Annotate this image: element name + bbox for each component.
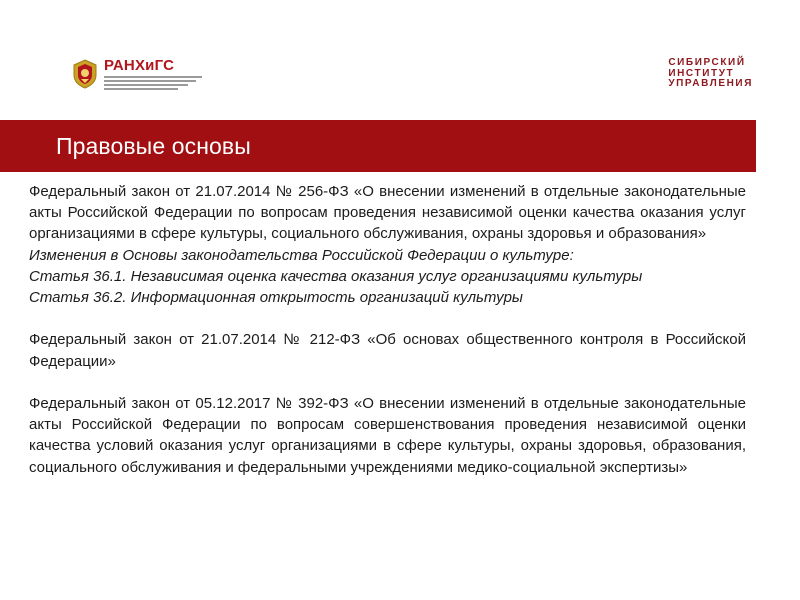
siberian-institute-logo-line: УПРАВЛЕНИЯ [668,78,753,89]
article-36-1: Статья 36.1. Независимая оценка качества оказания услуг организациями культуры [29,267,643,285]
slide-title: Правовые основы [56,132,251,159]
law-392-paragraph: Федеральный закон от 05.12.2017 № 392-ФЗ «О внесении изменений в отдельные законодательные акты Российской Федерации по вопросам совершенствования проведения независимой оценки качества условий оказания услуг организациями в сфере культуры, охраны здоровья, образования, социального обслуживания и федеральными учреждениями медико-социальной экспертизы» [29,395,746,476]
siberian-institute-logo [668,58,753,90]
title-band [0,120,756,172]
paragraph-gap [29,308,746,329]
ranepa-logo [72,56,202,92]
article-36-2: Статья 36.2. Информационная открытость организаций культуры [29,289,523,307]
changes-heading: Изменения в Основы законодательства Российской Федерации о культуре: [29,246,574,264]
ranepa-emblem-icon [72,59,98,89]
ranepa-logo-name: РАНХиГС [104,57,175,74]
siberian-institute-logo-line: ИНСТИТУТ [668,67,735,79]
law-212-paragraph: Федеральный закон от 21.07.2014 № 212-ФЗ «Об основах общественного контроля в Российской Федерации» [29,331,746,370]
paragraph-gap [29,372,746,393]
siberian-institute-logo-line: СИБИРСКИЙ [668,57,746,68]
law-256-paragraph: Федеральный закон от 21.07.2014 № 256-ФЗ «О внесении изменений в отдельные законодательные акты Российской Федерации по вопросам проведения независимой оценки качества оказания услуг организациями в сфере культуры, социального обслуживания, охраны здоровья и образования» [29,183,746,243]
slide-content [29,181,746,478]
ranepa-logo-subtitle [104,76,202,90]
